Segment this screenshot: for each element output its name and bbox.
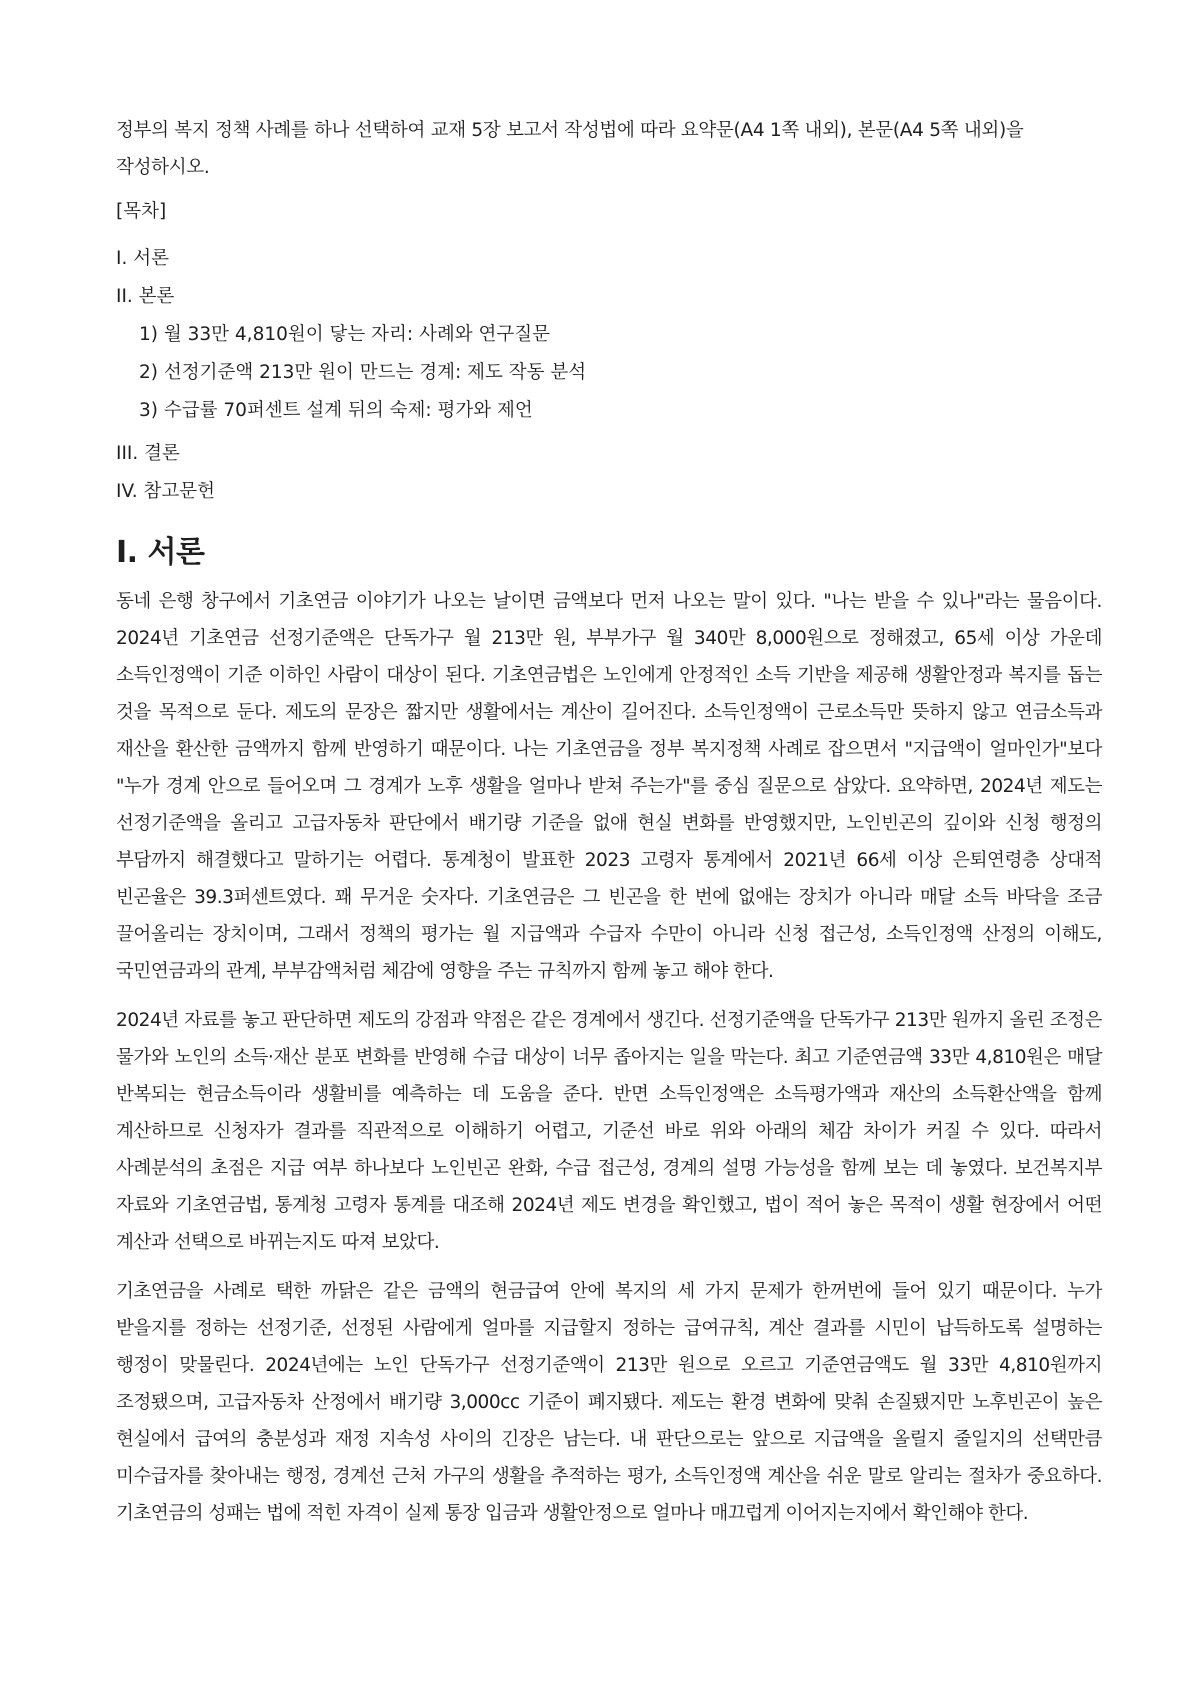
toc-heading: [목차] [116,201,167,222]
body-paragraph: 2024년 자료를 놓고 판단하면 제도의 강점과 약점은 같은 경계에서 생긴다. 선정기준액을 단독가구 213만 원까지 올린 조정은 물가와 노인의 소득·재산 분포 변화를 반영해 수급 대상이 너무 좁아지는 일을 막는다. 최고 기준연금액 33만 4,810원은 매달 반복되는 현금소득이라 생활비를 예측하는 데 도움을 준다. 반면 소득인정액은 소득평가액과 재산의 소득환산액을 함께 계산하므로 신청자가 결과를 직관적으로 이해하기 어렵고, 기준선 바로 위와 아래의 체감 차이가 커질 수 있다. 따라서 사례분석의 초점은 지급 여부 하나보다 노인빈곤 완화, 수급 접근성, 경계의 설명 가능성을 함께 보는 데 놓였다. 보건복지부 자료와 기초연금법, 통계청 고령자 통계를 대조해 2024년 제도 변경을 확인했고, 법이 적어 놓은 목적이 생활 현장에서 어떤 계산과 선택으로 바뀌는지도 따져 보았다. [116,1010,1102,1253]
body-paragraph: 기초연금을 사례로 택한 까닭은 같은 금액의 현금급여 안에 복지의 세 가지 문제가 한꺼번에 들어 있기 때문이다. 누가 받을지를 정하는 선정기준, 선정된 사람에게 얼마를 지급할지 정하는 급여규칙, 계산 결과를 시민이 납득하도록 설명하는 행정이 맞물린다. 2024년에는 노인 단독가구 선정기준액이 213만 원으로 오르고 기준연금액도 월 33만 4,810원까지 조정됐으며, 고급자동차 산정에서 배기량 3,000cc 기준이 폐지됐다. 제도는 환경 변화에 맞춰 손질됐지만 노후빈곤이 높은 현실에서 급여의 충분성과 재정 지속성 사이의 긴장은 남는다. 내 판단으로는 앞으로 지급액을 올릴지 줄일지의 선택만큼 미수급자를 찾아내는 행정, 경계선 근처 가구의 생활을 추적하는 평가, 소득인정액 계산을 쉬운 말로 알리는 절차가 중요하다. 기초연금의 성패는 법에 적힌 자격이 실제 통장 입금과 생활안정으로 얼마나 매끄럽게 이어지는지에서 확인해야 한다. [116,1281,1102,1524]
toc-subitem-evaluation: 3) 수급률 70퍼센트 설계 뒤의 숙제: 평가와 제언 [139,400,533,421]
toc-item-main-body: II. 본론 [116,286,175,307]
toc-item-conclusion: III. 결론 [116,443,180,464]
toc-subitem-case-and-question: 1) 월 33만 4,810원이 닿는 자리: 사례와 연구질문 [139,324,550,345]
body-paragraph: 동네 은행 창구에서 기초연금 이야기가 나오는 날이면 금액보다 먼저 나오는 말이 있다. "나는 받을 수 있나"라는 물음이다. 2024년 기초연금 선정기준액은 단독가구 월 213만 원, 부부가구 월 340만 8,000원으로 정해졌고, 65세 이상 가운데 소득인정액이 기준 이하인 사람이 대상이 된다. 기초연금법은 노인에게 안정적인 소득 기반을 제공해 생활안정과 복지를 돕는 것을 목적으로 둔다. 제도의 문장은 짧지만 생활에서는 계산이 길어진다. 소득인정액이 근로소득만 뜻하지 않고 연금소득과 재산을 환산한 금액까지 함께 반영하기 때문이다. 나는 기초연금을 정부 복지정책 사례로 잡으면서 "지급액이 얼마인가"보다 "누가 경계 안으로 들어오며 그 경계가 노후 생활을 얼마나 받쳐 주는가"를 중심 질문으로 삼았다. 요약하면, 2024년 제도는 선정기준액을 올리고 고급자동차 판단에서 배기량 기준을 없애 현실 변화를 반영했지만, 노인빈곤의 깊이와 신청 행정의 부담까지 해결했다고 말하기는 어렵다. 통계청이 발표한 2023 고령자 통계에서 2021년 66세 이상 은퇴연령층 상대적 빈곤율은 39.3퍼센트였다. 꽤 무거운 숫자다. 기초연금은 그 빈곤을 한 번에 없애는 장치가 아니라 매달 소득 바닥을 조금 끌어올리는 장치이며, 그래서 정책의 평가는 월 지급액과 수급자 수만이 아니라 신청 접근성, 소득인정액 산정의 이해도, 국민연금과의 관계, 부부감액처럼 체감에 영향을 주는 규칙까지 함께 놓고 해야 한다. [116,591,1102,982]
toc-subitem-system-analysis: 2) 선정기준액 213만 원이 만드는 경계: 제도 작동 분석 [139,362,587,383]
section-title: I. 서론 [116,535,205,570]
toc-item-references: IV. 참고문헌 [116,481,215,502]
table-of-contents [116,245,1102,506]
toc-item-introduction: I. 서론 [116,248,169,269]
assignment-prompt: 정부의 복지 정책 사례를 하나 선택하여 교재 5장 보고서 작성법에 따라 요약문(A4 1쪽 내외), 본문(A4 5쪽 내외)을 작성하시오. [116,120,1024,178]
